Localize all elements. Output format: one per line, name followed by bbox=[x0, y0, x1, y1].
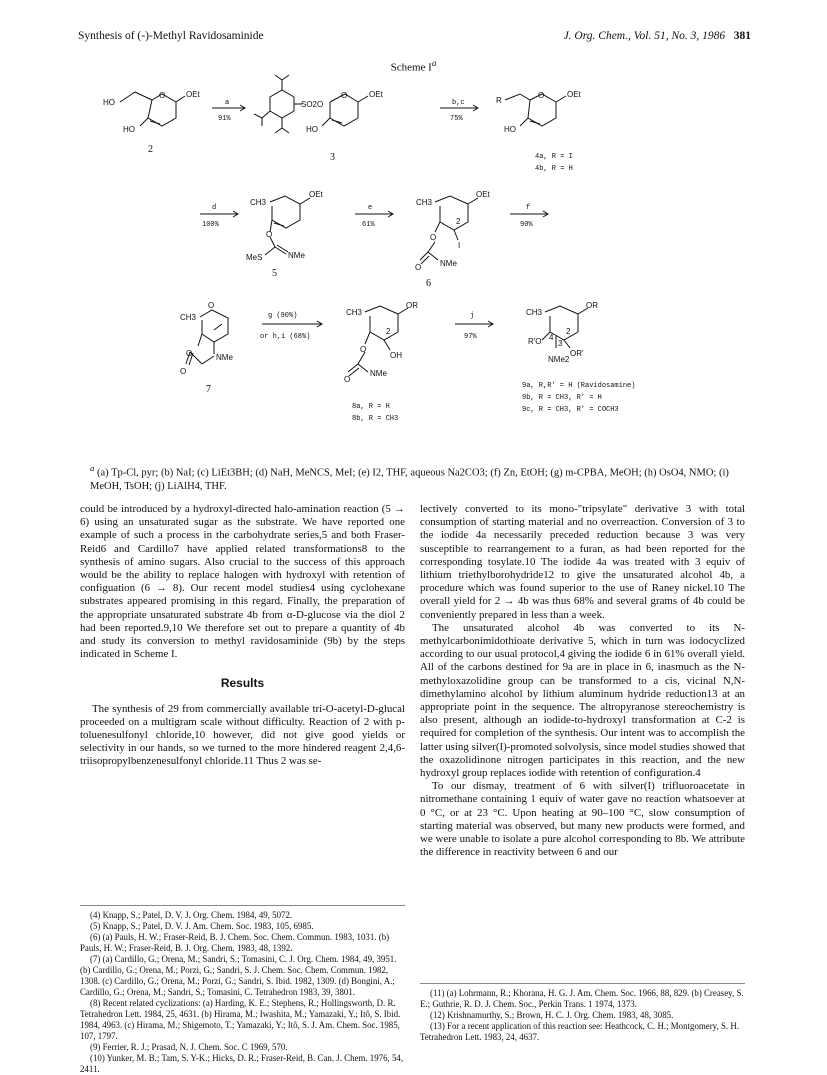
atom-label: O bbox=[159, 91, 166, 100]
atom-label: O bbox=[538, 91, 545, 100]
atom-label: CH3 bbox=[416, 198, 433, 207]
paragraph: lectively converted to its mono-"tripsylate" derivative 3 with total consumption of starting material and no overreaction. Conversion of 3 to the iodide 4a necessarily preceded reduction because 3 was very susceptible to rearrangement to a furan, as had been reported for the corresponding tosylate.10 The iodide 4a was treated with 3 equiv of lithium triethylborohydride12 to give the unsaturated alcohol 4b, a procedure which was found superior to the use of Raney nickel.10 The overall yield for 2 → 4b was thus 68% and several grams of 4b could be conveniently prepared in less than a week. bbox=[420, 503, 745, 621]
atom-label: NMe bbox=[216, 353, 233, 362]
atom-label: O bbox=[208, 301, 215, 310]
arrow-label: d bbox=[212, 204, 217, 212]
atom-label: NMe bbox=[440, 259, 457, 268]
atom-label: HO bbox=[504, 125, 516, 134]
page-number: 381 bbox=[733, 30, 751, 42]
reference-item: (10) Yunker, M. B.; Tam, S. Y-K.; Hicks, D. R.; Fraser-Reid, B. Can. J. Chem. 1976, 54, 2411. bbox=[80, 1053, 404, 1074]
atom-label: O bbox=[266, 230, 273, 239]
atom-label: HO bbox=[103, 98, 115, 107]
reference-item: (13) For a recent application of this reaction see: Heathcock, C. H.; Montgomery, S. H. Tetrahedron Lett. 1983, 24, 4637. bbox=[420, 1021, 739, 1042]
arrow-label: f bbox=[526, 204, 531, 212]
section-heading-results: Results bbox=[220, 676, 265, 691]
reference-item: (6) (a) Pauls, H. W.; Fraser-Reid, B. J. Chem. Soc. Chem. Commun. 1983, 1031. (b) Pauls, H. W.; Fraser-Reid, B. J. Org. Chem. 1983, 48, 1392. bbox=[80, 932, 390, 953]
atom-label: CH3 bbox=[180, 313, 197, 322]
atom-label: CH3 bbox=[346, 308, 363, 317]
paragraph: could be introduced by a hydroxyl-directed halo-amination reaction (5 → 6) using an unsaturated sugar as the substrate. We have reported one example of such a process in the carbohydrate series,5 and both Fraser-Reid6 and Cardillo7 have applied related transformations8 to the synthesis of amino sugars. Also crucial to the success of this approach would be the ability to replace halogen with hydroxyl with retention of configuation (6 → 8). Our recent model studies4 using cyclohexane substrates appeared promising in this regard. Finally, the preparation of the appropriate unsaturated substrate 4b from α-D-glucose via the diol 2 had been reported.9,10 We therefore set out to prepare a quantity of 4b and study its conversion to methyl ravidosaminide (9b) by the steps indicated in Scheme I. bbox=[80, 503, 405, 661]
compound-label-9a: 9a, R,R' = H (Ravidosamine) bbox=[522, 382, 636, 390]
compound-label-4b: 4b, R = H bbox=[535, 165, 573, 173]
scheme-title-text: Scheme I bbox=[390, 61, 432, 74]
running-header-title: Synthesis of (-)-Methyl Ravidosaminide bbox=[78, 30, 264, 42]
atom-label: 2 bbox=[456, 217, 461, 226]
paragraph: To our dismay, treatment of 6 with silver(I) trifluoroacetate in nitromethane containing 1 equiv of water gave no reaction whatsoever at 0 °C, or at 23 °C. Upon heating at 90–100 °C, slow consumption of starting material was observed, but many new products were formed, and we were unable to isolate a pure alcohol corresponding to 8b. We attribute the difference in reactivity between 6 and our bbox=[420, 780, 745, 859]
atom-label: 2 bbox=[386, 327, 391, 336]
right-column bbox=[420, 503, 745, 859]
atom-label: CH3 bbox=[250, 198, 267, 207]
arrow-label: 90% bbox=[520, 221, 533, 229]
reference-item: (7) (a) Cardillo, G.; Orena, M.; Sandri, S.; Tomasini, C. J. Org. Chem. 1984, 49, 3951. (b) Cardillo, G.; Orena, M.; Porzi, G.; Sandri, S. J. Chem. Soc. Chem. Commun. 1982, 1308. (c) Cardillo, G.; Orena, M.; Porzi, G.; Sandri, S. Ibid. 1982, 1309. (d) Bongini, A.; Cardillo, G.; Orena, M.; Sandri, S.; Tomasini, C. Tetrahedron 1983, 39, 3801. bbox=[80, 954, 397, 997]
scheme-title-sup: a bbox=[431, 58, 437, 68]
arrow-label: 75% bbox=[450, 115, 463, 123]
atom-label: O bbox=[430, 233, 437, 242]
reference-item: (4) Knapp, S.; Patel, D. V. J. Org. Chem. 1984, 49, 5072. bbox=[90, 910, 293, 920]
atom-label: OEt bbox=[186, 90, 200, 99]
atom-label: OR bbox=[586, 301, 598, 310]
arrow-label: j bbox=[470, 312, 475, 320]
references-left bbox=[80, 905, 405, 1075]
arrow-label: 97% bbox=[464, 333, 477, 341]
paragraph: The unsaturated alcohol 4b was converted to its N-methylcarbonimidothioate derivative 5, which in turn was iodocyclized according to our usual protocol,4 giving the iodide 6 in 61% overall yield. All of the carbons destined for 9a are in place in 6, inasmuch as the N-methyloxazolidine group can be transformed to a cis, vicinal N,N-dimethylamino alcohol by lithium aluminum hydride reduction13 at an appropriate point in the sequence. The altropyranose stereochemistry is also present, although an iodide-to-hydroxyl transformation at C-2 is required for completion of the synthesis. Our intent was to accomplish the latter using silver(I)-promoted solvolysis, since model studies showed that the oxazolidinone nitrogen participates in this reaction, and the new hydroxyl group replaces iodide with retention of configuration.4 bbox=[420, 621, 745, 780]
running-header-citation bbox=[564, 30, 751, 42]
atom-label: 4 bbox=[549, 333, 554, 342]
atom-label: OEt bbox=[567, 90, 581, 99]
compound-label-9c: 9c, R = CH3, R' = COCH3 bbox=[522, 406, 619, 414]
journal-name: J. Org. Chem., bbox=[563, 30, 631, 42]
atom-label: R'O bbox=[528, 337, 542, 346]
volume-info: Vol. 51, No. 3, 1986 bbox=[630, 30, 726, 42]
atom-label: NMe2 bbox=[548, 355, 570, 364]
scheme-footnote-text: (a) Tp-Cl, pyr; (b) NaI; (c) LiEt3BH; (d) NaH, MeNCS, MeI; (e) I2, THF, aqueous Na2CO3; (f) Zn, EtOH; (g) m-CPBA, MeOH; (h) OsO4, NMO; (i) MeOH, TsOH; (j) LiAlH4, THF. bbox=[90, 467, 729, 492]
atom-label: O bbox=[180, 367, 187, 376]
arrow-label: 91% bbox=[218, 115, 231, 123]
atom-label: OH bbox=[390, 351, 402, 360]
atom-label: 2 bbox=[566, 327, 571, 336]
scheme-footnote: $^a$ (a) Tp-Cl, pyr; (b) NaI; (c) LiEt3BH; (d) NaH, MeNCS, MeI; (e) I2, THF, aqueous Na2CO3; (f) Zn, EtOH; (g) m-CPBA, MeOH; (h) OsO4, NMO; (i) MeOH, TsOH; (j) LiAlH4, THF. bbox=[90, 463, 729, 492]
reference-item: (5) Knapp, S.; Patel, D. V. J. Am. Chem. Soc. 1983, 105, 6985. bbox=[90, 921, 314, 931]
reference-item: (11) (a) Lohrmann, R.; Khorana, H. G. J. Am. Chem. Soc. 1966, 88, 829. (b) Creasey, S. E.; Guthrie, R. D. J. Chem. Soc., Perkin Trans. 1 1974, 1373. bbox=[420, 988, 744, 1009]
atom-label: HO bbox=[306, 125, 318, 134]
compound-label-9b: 9b, R = CH3, R' = H bbox=[522, 394, 602, 402]
atom-label: O bbox=[415, 263, 422, 272]
references-right bbox=[420, 983, 745, 1043]
atom-label: MeS bbox=[246, 253, 263, 262]
atom-label: O bbox=[186, 349, 193, 358]
reference-item: (9) Ferrier, R. J.; Prasad, N. J. Chem. Soc. C 1969, 570. bbox=[90, 1042, 288, 1052]
reference-item: (12) Krishnamurthy, S.; Brown, H. C. J. Org. Chem. 1983, 48, 3085. bbox=[430, 1010, 674, 1020]
compound-number: 3 bbox=[330, 152, 335, 163]
arrow-label: e bbox=[368, 204, 373, 212]
compound-label-8b: 8b, R = CH3 bbox=[352, 415, 399, 423]
atom-label: HO bbox=[123, 125, 135, 134]
atom-label: SO2O bbox=[301, 100, 324, 109]
atom-label: O bbox=[360, 345, 367, 354]
atom-label: I bbox=[458, 241, 461, 250]
compound-number: 2 bbox=[148, 144, 153, 155]
arrow-label: b,c bbox=[452, 99, 465, 107]
arrow-label: a bbox=[225, 99, 230, 107]
compound-label-4a: 4a, R = I bbox=[535, 153, 573, 161]
atom-label: CH3 bbox=[526, 308, 543, 317]
compound-number: 6 bbox=[426, 278, 431, 289]
atom-label: NMe bbox=[370, 369, 387, 378]
atom-label: OEt bbox=[476, 190, 490, 199]
arrow-label: 100% bbox=[202, 221, 219, 229]
atom-label: OEt bbox=[309, 190, 323, 199]
paragraph: The synthesis of 29 from commercially available tri-O-acetyl-D-glucal proceeded on a multigram scale without difficulty. Reaction of 2 with p-toluenesulfonyl chloride,10 however, did not give good yields or selectivity in our hands, so we turned to the more hindered reagent 2,4,6-triisopropylbenzenesulfonyl chloride.11 Thus 2 was se- bbox=[80, 702, 405, 768]
atom-label: OR' bbox=[570, 349, 584, 358]
atom-label: OR bbox=[406, 301, 418, 310]
atom-label: NMe bbox=[288, 251, 305, 260]
atom-label: 3 bbox=[558, 339, 563, 348]
compound-label-8a: 8a, R = H bbox=[352, 403, 390, 411]
atom-label: OEt bbox=[369, 90, 383, 99]
compound-number: 5 bbox=[272, 268, 277, 279]
compound-number: 7 bbox=[206, 384, 211, 395]
atom-label: O bbox=[341, 91, 348, 100]
arrow-label: 61% bbox=[362, 221, 375, 229]
atom-label: O bbox=[344, 375, 351, 384]
left-column bbox=[80, 503, 405, 769]
atom-label: R bbox=[496, 96, 502, 105]
reference-item: (8) Recent related cyclizations: (a) Harding, K. E.; Stephens, R.; Hollingsworth, D. R. Tetrahedron Lett. 1984, 25, 4631. (b) Hirama, M.; Iwashita, M.; Yamazaki, Y.; Itô, S. Ibid. 1984, 4963. (c) Hirama, M.; Shigemoto, T.; Yamazaki, Y.; Itô, S. J. Am. Chem. Soc. 1985, 107, 1797. bbox=[80, 998, 401, 1041]
arrow-label: or h,i (68%) bbox=[260, 333, 311, 341]
arrow-label: g (90%) bbox=[268, 312, 298, 320]
reaction-scheme bbox=[90, 72, 740, 457]
